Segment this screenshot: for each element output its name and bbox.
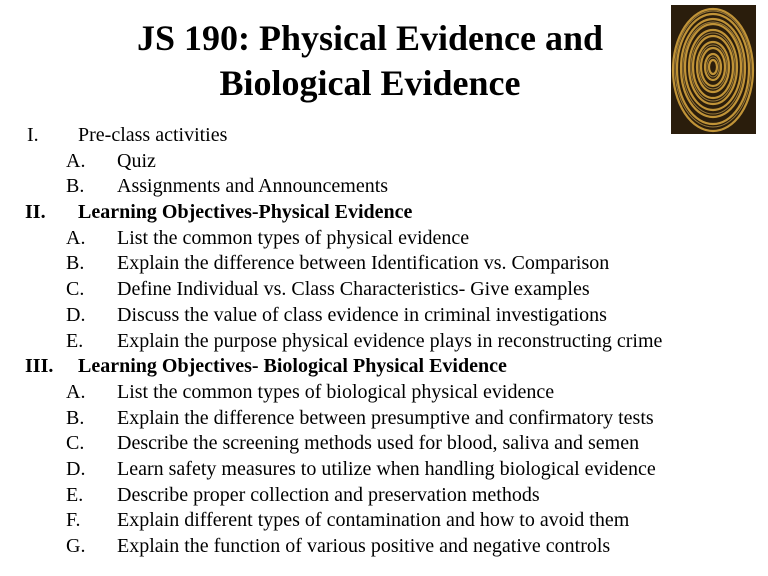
item-text: Learn safety measures to utilize when handling biological evidence bbox=[117, 457, 656, 480]
item-letter: D. bbox=[66, 303, 86, 326]
list-item bbox=[0, 483, 768, 509]
section-number: II. bbox=[25, 201, 46, 224]
slide-title-line-1: JS 190: Physical Evidence and bbox=[136, 18, 604, 58]
item-letter: C. bbox=[66, 278, 85, 301]
item-text: List the common types of physical evidence bbox=[117, 226, 470, 249]
item-text: List the common types of biological physical evidence bbox=[117, 380, 555, 403]
item-text: Define Individual vs. Class Characteristics- Give examples bbox=[117, 278, 590, 301]
item-letter: C. bbox=[66, 432, 85, 455]
item-text: Describe proper collection and preservation methods bbox=[117, 483, 540, 506]
list-item bbox=[0, 174, 768, 200]
item-letter: E. bbox=[66, 329, 84, 352]
section-number: III. bbox=[25, 355, 54, 378]
item-text: Explain the function of various positive and negative controls bbox=[117, 535, 611, 557]
section-heading: Learning Objectives-Physical Evidence bbox=[78, 201, 413, 224]
list-item bbox=[0, 251, 768, 277]
list-item bbox=[0, 457, 768, 483]
item-text: Quiz bbox=[117, 149, 156, 172]
list-item bbox=[0, 380, 768, 406]
item-letter: D. bbox=[66, 457, 86, 480]
list-item bbox=[0, 406, 768, 432]
section-number: I. bbox=[27, 124, 39, 146]
item-letter: G. bbox=[66, 535, 86, 557]
item-text: Describe the screening methods used for blood, saliva and semen bbox=[117, 432, 640, 455]
outline-section-1 bbox=[0, 123, 768, 149]
list-item bbox=[0, 534, 768, 560]
item-letter: A. bbox=[66, 149, 86, 172]
list-item bbox=[0, 431, 768, 457]
list-item bbox=[0, 303, 768, 329]
outline-section-3 bbox=[0, 354, 768, 380]
fingerprint-image bbox=[671, 5, 756, 134]
item-text: Discuss the value of class evidence in criminal investigations bbox=[117, 303, 607, 326]
item-text: Explain the difference between Identification vs. Comparison bbox=[117, 252, 610, 275]
item-text: Explain the difference between presumptive and confirmatory tests bbox=[117, 406, 654, 429]
item-text: Explain the purpose physical evidence plays in reconstructing crime bbox=[117, 329, 663, 352]
list-item bbox=[0, 329, 768, 355]
slide-title-line-2: Biological Evidence bbox=[219, 63, 521, 103]
list-item bbox=[0, 149, 768, 175]
outline-section-2 bbox=[0, 200, 768, 226]
item-letter: B. bbox=[66, 252, 85, 275]
list-item bbox=[0, 277, 768, 303]
list-item bbox=[0, 508, 768, 534]
item-letter: B. bbox=[66, 175, 85, 198]
slide-title bbox=[80, 16, 660, 106]
item-letter: A. bbox=[66, 380, 86, 403]
fingerprint-icon bbox=[671, 5, 756, 134]
item-letter: B. bbox=[66, 406, 85, 429]
section-heading: Learning Objectives- Biological Physical Evidence bbox=[78, 355, 507, 378]
list-item bbox=[0, 226, 768, 252]
item-letter: A. bbox=[66, 226, 86, 249]
section-heading: Pre-class activities bbox=[78, 124, 228, 146]
item-text: Explain different types of contamination and how to avoid them bbox=[117, 509, 630, 532]
item-text: Assignments and Announcements bbox=[117, 175, 389, 198]
slide-outline bbox=[0, 123, 768, 560]
item-letter: E. bbox=[66, 483, 84, 506]
item-letter: F. bbox=[66, 509, 81, 532]
